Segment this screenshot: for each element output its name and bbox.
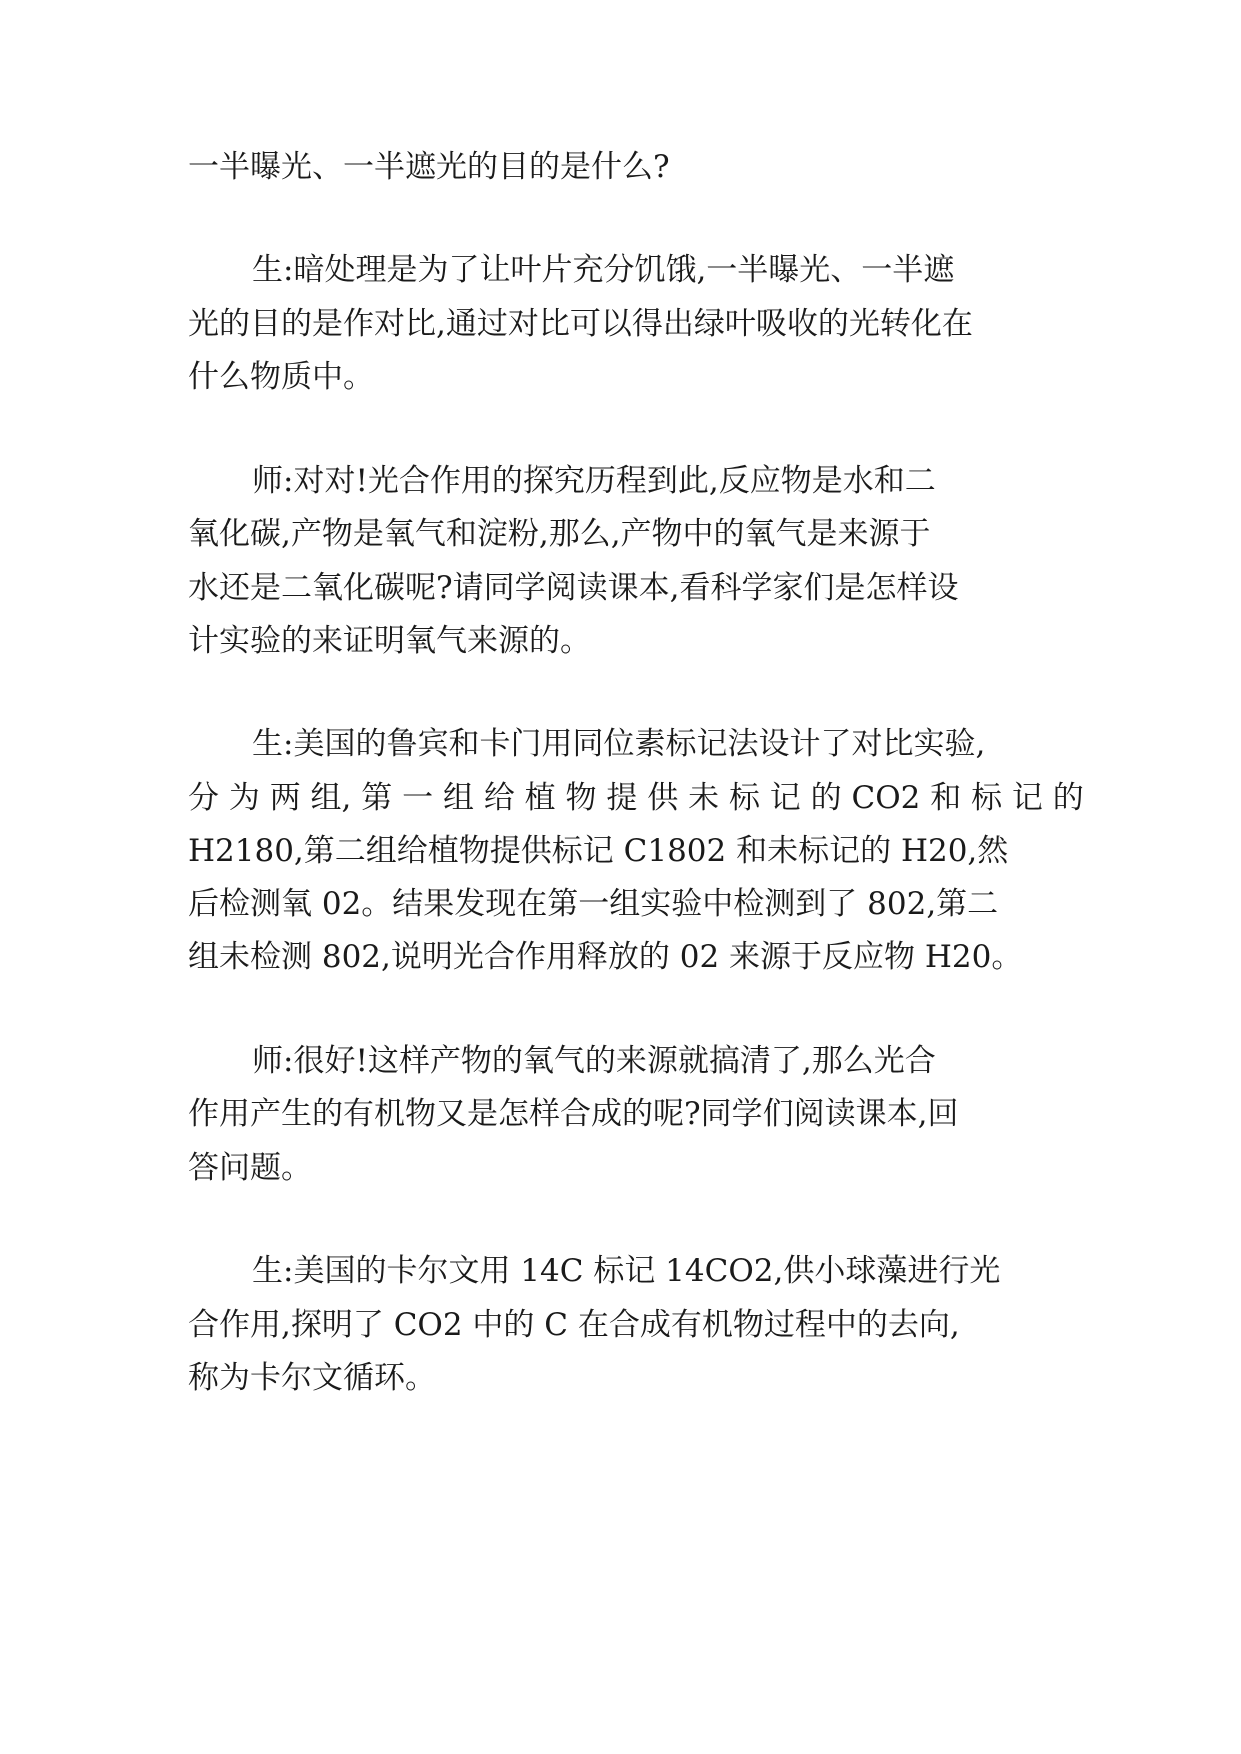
paragraph-line: 师:对对!光合作用的探究历程到此,反应物是水和二	[252, 463, 936, 499]
paragraph-line: 组未检测 802,说明光合作用释放的 02 来源于反应物 H20。	[188, 939, 1023, 975]
paragraph-line: 师:很好!这样产物的氧气的来源就搞清了,那么光合	[252, 1043, 936, 1079]
paragraph-line: 作用产生的有机物又是怎样合成的呢?同学们阅读课本,回	[188, 1096, 959, 1132]
paragraph-line: 水还是二氧化碳呢?请同学阅读课本,看科学家们是怎样设	[188, 570, 959, 606]
paragraph-line: 生:暗处理是为了让叶片充分饥饿,一半曝光、一半遮	[252, 252, 955, 288]
paragraph-line: 合作用,探明了 CO2 中的 C 在合成有机物过程中的去向,	[188, 1307, 960, 1343]
paragraph-line: 什么物质中。	[188, 359, 374, 395]
paragraph-line: 答问题。	[188, 1150, 312, 1186]
paragraph-line: 氧化碳,产物是氧气和淀粉,那么,产物中的氧气是来源于	[188, 516, 931, 552]
paragraph-line: 称为卡尔文循环。	[188, 1360, 436, 1396]
paragraph-line: 一半曝光、一半遮光的目的是什么?	[188, 149, 670, 185]
paragraph-line: 光的目的是作对比,通过对比可以得出绿叶吸收的光转化在	[188, 306, 973, 342]
paragraph-line: 分 为 两 组, 第 一 组 给 植 物 提 供 未 标 记 的 CO2 和 标 记 的	[188, 780, 1084, 816]
paragraph-line: 后检测氧 02。结果发现在第一组实验中检测到了 802,第二	[188, 886, 999, 922]
paragraph-line: 计实验的来证明氧气来源的。	[188, 623, 591, 659]
paragraph-line: 生:美国的卡尔文用 14C 标记 14CO2,供小球藻进行光	[252, 1253, 1001, 1289]
paragraph-line: H2180,第二组给植物提供标记 C1802 和未标记的 H20,然	[188, 833, 1009, 869]
paragraph-line: 生:美国的鲁宾和卡门用同位素标记法设计了对比实验,	[252, 726, 986, 762]
